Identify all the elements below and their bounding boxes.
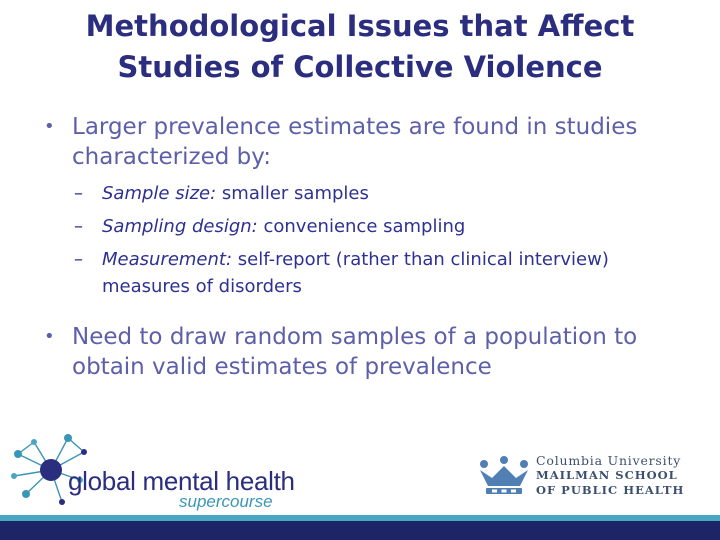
sub-bullet-label: Sampling design: [102, 216, 258, 237]
sub-bullet-text: convenience sampling [257, 216, 466, 237]
dash-icon: – [74, 183, 83, 204]
institution-line-3: OF PUBLIC HEALTH [536, 483, 685, 497]
institution-name [536, 453, 684, 498]
institution-line-2: MAILMAN SCHOOL [536, 468, 678, 482]
crown-icon [478, 456, 530, 498]
sub-bullet-list [72, 180, 690, 300]
bullet-list [40, 112, 690, 382]
sub-bullet-label: Sample size: [102, 183, 217, 204]
logo-sub-text: supercourse [179, 492, 273, 511]
bullet-dot-icon: • [44, 326, 55, 347]
slide-title [20, 6, 700, 88]
columbia-mailman-logo [476, 450, 716, 510]
bullet-item [40, 322, 690, 382]
slide-title-line-2: Studies of Collective Violence [117, 50, 603, 84]
logo-main-text: global mental health [68, 466, 295, 496]
dash-icon: – [74, 216, 83, 237]
bullet-text: Larger prevalence estimates are found in studies characterized by: [72, 114, 638, 170]
sub-bullet-item [72, 246, 690, 300]
sub-bullet-text: smaller samples [216, 183, 369, 204]
sub-bullet-item [72, 180, 690, 207]
slide-title-line-1: Methodological Issues that Affect [85, 9, 635, 43]
global-mental-health-logo [6, 432, 326, 512]
sub-bullet-text: self-report (rather than clinical interview) measures of disorders [102, 249, 609, 297]
dash-icon: – [74, 249, 83, 270]
bullet-dot-icon: • [44, 116, 55, 137]
sub-bullet-label: Measurement: [102, 249, 233, 270]
bullet-item [40, 112, 690, 172]
footer-navy-bar [0, 521, 720, 540]
bullet-text: Need to draw random samples of a population to obtain valid estimates of prevalence [72, 324, 638, 380]
institution-line-1: Columbia University [536, 453, 682, 468]
sub-bullet-item [72, 213, 690, 240]
